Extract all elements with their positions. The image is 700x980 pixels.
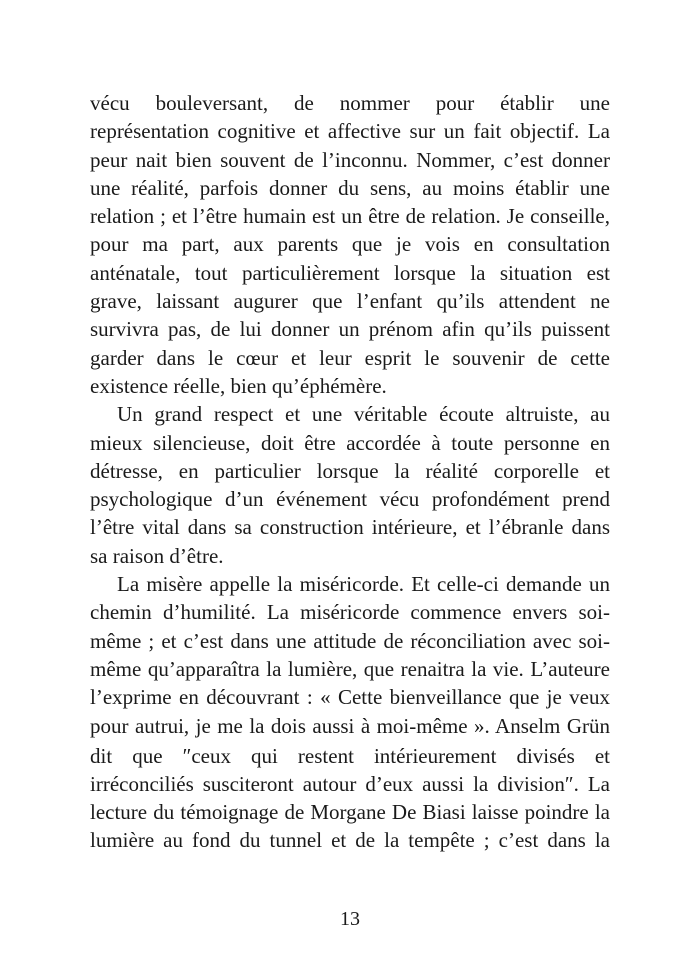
text-line: une réalité, parfois donner du sens, au moins établir une <box>90 175 610 200</box>
text-line: anténatale, tout particulièrement lorsque la situation est <box>90 260 610 285</box>
text-line: survivra pas, de lui donner un prénom afin qu’ils puissent <box>90 317 610 342</box>
text-line: détresse, en particulier lorsque la réalité corporelle et <box>90 458 610 483</box>
text-line: irréconciliés susciteront autour d’eux aussi la division″. La <box>90 771 610 796</box>
text-line: grave, laissant augurer que l’enfant qu’ils attendent ne <box>90 289 610 314</box>
text-line: même ; et c’est dans une attitude de réconciliation avec soi- <box>90 628 610 653</box>
text-line: représentation cognitive et affective sur un fait objectif. La <box>90 119 610 144</box>
text-line: lecture du témoignage de Morgane De Biasi laisse poindre la <box>90 800 610 825</box>
text-line: même qu’apparaîtra la lumière, que renaitra la vie. L’auteure <box>90 656 610 681</box>
text-line: garder dans le cœur et leur esprit le souvenir de cette <box>90 345 610 370</box>
text-line: l’être vital dans sa construction intérieure, et l’ébranle dans <box>90 515 610 540</box>
text-line: dit que ″ceux qui restent intérieurement divisés et <box>90 743 610 768</box>
text-line: Un grand respect et une véritable écoute altruiste, au <box>117 402 610 427</box>
text-line: mieux silencieuse, doit être accordée à toute personne en <box>90 430 610 455</box>
text-line: pour ma part, aux parents que je vois en consultation <box>90 232 610 257</box>
page-body <box>90 89 610 855</box>
text-line: relation ; et l’être humain est un être de relation. Je conseille, <box>90 204 610 229</box>
text-line: psychologique d’un événement vécu profondément prend <box>90 487 610 512</box>
text-line: pour autrui, je me la dois aussi à moi-même ». Anselm Grün <box>90 713 610 738</box>
text-line: existence réelle, bien qu’éphémère. <box>90 373 387 398</box>
paragraph <box>90 400 610 570</box>
paragraph <box>90 570 610 855</box>
text-line: sa raison d’être. <box>90 543 224 568</box>
paragraph <box>90 89 610 400</box>
text-line: La misère appelle la miséricorde. Et celle-ci demande un <box>117 572 610 597</box>
page-number: 13 <box>340 908 360 930</box>
text-line: peur nait bien souvent de l’inconnu. Nommer, c’est donner <box>90 147 610 172</box>
text-line: vécu bouleversant, de nommer pour établir une <box>90 91 610 115</box>
text-line: lumière au fond du tunnel et de la tempête ; c’est dans la <box>90 828 610 853</box>
text-line: chemin d’humilité. La miséricorde commence envers soi- <box>90 600 610 625</box>
text-line: l’exprime en découvrant : « Cette bienveillance que je veux <box>90 685 610 710</box>
